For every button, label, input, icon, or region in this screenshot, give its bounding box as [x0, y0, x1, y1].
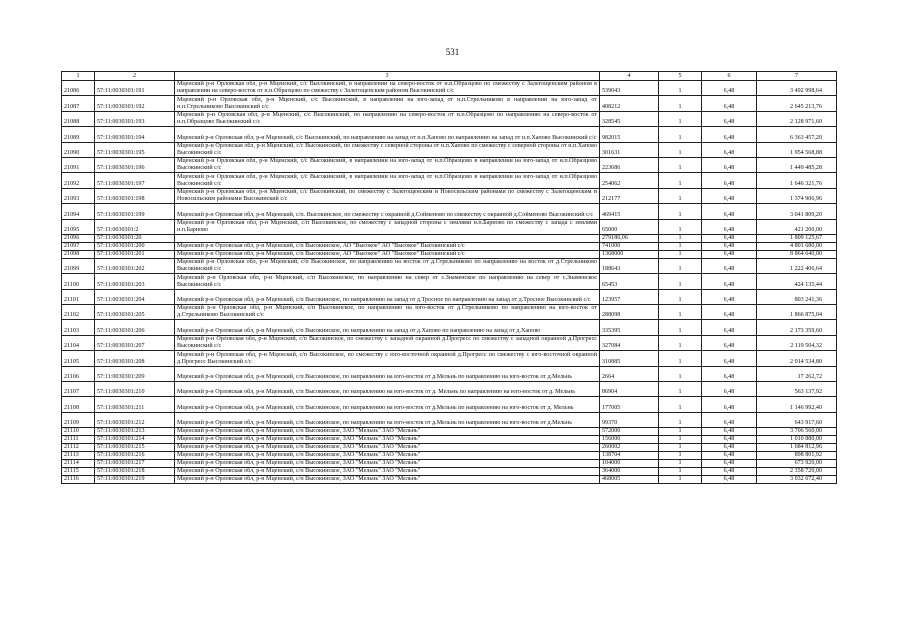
table-row	[62, 335, 837, 350]
rate-value: 6,48	[702, 436, 757, 444]
location-description	[175, 234, 600, 242]
row-number: 21113	[62, 452, 95, 460]
area-value: 254062	[600, 173, 659, 188]
rate-value: 6,48	[702, 81, 757, 96]
cadastral-number: 57:11:0030301:191	[95, 81, 175, 96]
table-row	[62, 157, 837, 172]
rate-value: 6,48	[702, 142, 757, 157]
row-number: 21106	[62, 366, 95, 381]
column-header: 3	[175, 72, 600, 81]
row-number: 21086	[62, 81, 95, 96]
quantity-value: 1	[659, 335, 702, 350]
row-number: 21110	[62, 428, 95, 436]
area-value: 188643	[600, 258, 659, 273]
area-value: 335395	[600, 320, 659, 335]
quantity-value: 1	[659, 258, 702, 273]
cost-value: 643 917,60	[757, 412, 837, 427]
location-description: Мценский р-н Орловская обл, р-н Мценский, с/п Высокинское, по направлению на восток от д.Стрельниково по направлению на восток от д.Стрельниково Высокинский с/с	[175, 258, 600, 273]
row-number: 21095	[62, 219, 95, 234]
table-row	[62, 188, 837, 203]
rate-value: 6,48	[702, 250, 757, 258]
quantity-value: 1	[659, 234, 702, 242]
row-number: 21099	[62, 258, 95, 273]
area-value: 104000	[600, 460, 659, 468]
quantity-value: 1	[659, 188, 702, 203]
cost-value: 1 684 812,96	[757, 444, 837, 452]
cost-value: 1 222 406,64	[757, 258, 837, 273]
location-description: Мценский р-н Орловская обл, р-н Мценский, с/п Высокинское, ЗАО "Мельнь" ЗАО "Мельнь"	[175, 428, 600, 436]
column-header: 1	[62, 72, 95, 81]
location-description: Мценский р-н Орловская обл, р-н Мценский, с/п Высокинское, по направлению на юго-восток от д.Мельнь по направлению на юго-восток от д.Мельнь	[175, 366, 600, 381]
cost-value: 2 128 971,60	[757, 111, 837, 126]
column-header: 6	[702, 72, 757, 81]
column-header: 7	[757, 72, 837, 81]
location-description: Мценский р-н Орловская обл, р-н Мценский, с/п Высокинское, ЗАО "Мельнь" ЗАО "Мельнь"	[175, 436, 600, 444]
row-number: 21111	[62, 436, 95, 444]
location-description: Мценский р-н Орловская обл, р-н Мценский, с/п Высокинское, по направлению на юго-восток от д.Стрельниково по направлению на юго-восток от д.Стрельниково Высокинский с/с	[175, 305, 600, 320]
area-value: 223686	[600, 157, 659, 172]
row-number: 21109	[62, 412, 95, 427]
row-number: 21104	[62, 335, 95, 350]
location-description: Мценский р-н Орловская обл, р-н Мценский, с/п Высокинское, по направлению на запад от д.Тросное по направлению на запад от д.Тросное Высокинский с/с	[175, 289, 600, 304]
cadastral-number: 57:11:0030301:208	[95, 351, 175, 366]
row-number: 21097	[62, 242, 95, 250]
location-description: Мценский р-н Орловская обл, р-н Мценский, с/п Высокинское, ЗАО "Мельнь" ЗАО "Мельнь"	[175, 468, 600, 476]
rate-value: 6,48	[702, 397, 757, 412]
area-value: 572000	[600, 428, 659, 436]
table-row	[62, 274, 837, 289]
table-row	[62, 412, 837, 427]
location-description: Мценский р-н Орловская обл, р-н Мценский, с/п Высокинское, по направлению на юго-восток от д. Мельнь по направлению на юго-восток от д. Мельнь	[175, 382, 600, 397]
area-value: 741000	[600, 242, 659, 250]
cadastral-number: 57:11:0030301:206	[95, 320, 175, 335]
cost-value: 421 200,00	[757, 219, 837, 234]
table-row	[62, 234, 837, 242]
row-number: 21090	[62, 142, 95, 157]
area-value: 86904	[600, 382, 659, 397]
cadastral-number: 57:11:0030301:215	[95, 444, 175, 452]
rate-value: 6,48	[702, 258, 757, 273]
location-description: Мценский р-н Орловская обл, р-н Мценский, с/с Высокинский, по направлению на северо-восток от н.п.Образцово по направлению на северо-восток от н.п.Образцово Высокинский с/с	[175, 111, 600, 126]
cost-value: 4 801 680,00	[757, 242, 837, 250]
area-value: 177005	[600, 397, 659, 412]
cost-value: 3 492 998,64	[757, 81, 837, 96]
rate-value: 6,48	[702, 382, 757, 397]
rate-value: 6,48	[702, 366, 757, 381]
location-description: Мценский р-н Орловская обл, р-н Мценский, с/с Высокинский, в направлении на юго-запад от н.п.Стрельниково в направлении на юго-запад от н.п.Стрельниково Высокинский с/с	[175, 96, 600, 111]
table-row	[62, 111, 837, 126]
table-row	[62, 452, 837, 460]
row-number: 21088	[62, 111, 95, 126]
cost-value: 2 358 720,00	[757, 468, 837, 476]
rate-value: 6,48	[702, 219, 757, 234]
cadastral-number: 57:11:0030301:198	[95, 188, 175, 203]
quantity-value: 1	[659, 444, 702, 452]
area-value: 288098	[600, 305, 659, 320]
cost-value: 673 920,00	[757, 460, 837, 468]
rate-value: 6,48	[702, 476, 757, 484]
location-description: Мценский р-н Орловская обл, р-н Мценский, с/п Высокинское, по направлению на запад от д.Хапово по направлению на запад от д.Хапово	[175, 320, 600, 335]
cost-value: 3 032 672,40	[757, 476, 837, 484]
rate-value: 6,48	[702, 157, 757, 172]
row-number: 21112	[62, 444, 95, 452]
area-value: 328545	[600, 111, 659, 126]
area-value: 539043	[600, 81, 659, 96]
rate-value: 6,48	[702, 335, 757, 350]
row-number: 21114	[62, 460, 95, 468]
location-description: Мценский р-н Орловская обл, р-н Мценский, с/п Высокинское, по смежеству с западной стороны с землями н.п.Барново по смежеству с запада с землями н.п.Барново	[175, 219, 600, 234]
table-row	[62, 81, 837, 96]
cadastral-number: 57:11:0030301:209	[95, 366, 175, 381]
area-value: 1368000	[600, 250, 659, 258]
cadastral-number: 57:11:0030301:212	[95, 412, 175, 427]
cadastral-number: 57:11:0030301:204	[95, 289, 175, 304]
table-row	[62, 320, 837, 335]
cadastral-number: 57:11:0030301:20	[95, 234, 175, 242]
row-number: 21101	[62, 289, 95, 304]
row-number: 21107	[62, 382, 95, 397]
cadastral-number: 57:11:0030301:216	[95, 452, 175, 460]
quantity-value: 1	[659, 142, 702, 157]
quantity-value: 1	[659, 366, 702, 381]
area-value: 138704	[600, 452, 659, 460]
quantity-value: 1	[659, 351, 702, 366]
table-row	[62, 219, 837, 234]
rate-value: 6,48	[702, 412, 757, 427]
quantity-value: 1	[659, 111, 702, 126]
cost-value: 6 363 457,20	[757, 127, 837, 142]
area-value: 982015	[600, 127, 659, 142]
rate-value: 6,48	[702, 289, 757, 304]
cost-value: 2 173 359,60	[757, 320, 837, 335]
location-description: Мценский р-н Орловская обл, р-н Мценский, с/п Высокинское, ЗАО "Мельнь" ЗАО "Мельнь"	[175, 476, 600, 484]
area-value: 156000	[600, 436, 659, 444]
table-row	[62, 242, 837, 250]
cadastral-number: 57:11:0030301:196	[95, 157, 175, 172]
location-description: Мценский р-н Орловская обл, р-н Мценский, с/п Высокинское, по направлению на север от с.Знаменское по направлению на север от с.Знаменское Высокинский с/с	[175, 274, 600, 289]
row-number: 21115	[62, 468, 95, 476]
location-description: Мценский р-н Орловская обл, р-н Мценский, с/п Высокинское, АО "Высокое" АО "Высокое" Высокинский с/с	[175, 242, 600, 250]
table-row	[62, 476, 837, 484]
quantity-value: 1	[659, 204, 702, 219]
location-description: Мценский р-н Орловская обл, р-н Мценский, с/с Высокинский, в направлении на юго-запад от н.п.Образцово в направлении на юго-запад от н.п.Образцово Высокинский с/с	[175, 173, 600, 188]
rate-value: 6,48	[702, 428, 757, 436]
quantity-value: 1	[659, 242, 702, 250]
area-value: 469415	[600, 204, 659, 219]
table-body	[62, 81, 837, 484]
area-value: 301631	[600, 142, 659, 157]
rate-value: 6,48	[702, 274, 757, 289]
cost-value: 1 146 992,40	[757, 397, 837, 412]
quantity-value: 1	[659, 173, 702, 188]
row-number: 21103	[62, 320, 95, 335]
cost-value: 1 809 125,67	[757, 234, 837, 242]
row-number: 21096	[62, 234, 95, 242]
cadastral-number: 57:11:0030301:202	[95, 258, 175, 273]
table-row	[62, 382, 837, 397]
location-description: Мценский р-н Орловская обл, р-н Мценский, с/с Высокинский, по смежеству с Залегощенским и Новосильским районами по смежеству с Залегощенским и Новосильским районами Высокинский с/с	[175, 188, 600, 203]
area-value: 212177	[600, 188, 659, 203]
table-row	[62, 468, 837, 476]
row-number: 21102	[62, 305, 95, 320]
cost-value: 424 135,44	[757, 274, 837, 289]
rate-value: 6,48	[702, 242, 757, 250]
area-value: 327084	[600, 335, 659, 350]
quantity-value: 1	[659, 274, 702, 289]
location-description: Мценский р-н Орловская обл, р-н Мценский, с/п. Высокинское, по смежеству с окраиной д.Сойменово по смежеству с окраиной д.Сойменово Высокинский с/с	[175, 204, 600, 219]
rate-value: 6,48	[702, 305, 757, 320]
cadastral-number: 57:11:0030301:193	[95, 111, 175, 126]
column-header: 2	[95, 72, 175, 81]
table-row	[62, 460, 837, 468]
quantity-value: 1	[659, 219, 702, 234]
table-row	[62, 96, 837, 111]
cadastral-number: 57:11:0030301:201	[95, 250, 175, 258]
location-description: Мценский р-н Орловская обл, р-н Мценский, с/п Высокинское, по смежеству с западной окраиной д.Прогресс по смежеству с западной окраиной д.Прогресс Высокинский с/с	[175, 335, 600, 350]
cadastral-number: 57:11:0030301:200	[95, 242, 175, 250]
cadastral-number: 57:11:0030301:192	[95, 96, 175, 111]
cost-value: 1 646 321,76	[757, 173, 837, 188]
cadastral-number: 57:11:0030301:203	[95, 274, 175, 289]
area-value: 279186,06	[600, 234, 659, 242]
row-number: 21098	[62, 250, 95, 258]
cost-value: 8 864 640,00	[757, 250, 837, 258]
location-description: Мценский р-н Орловская обл, р-н Мценский, с/с Высокинский, в направлении на юго-запад от н.п.Образцово в направлении на юго-запад от н.п.Образцово Высокинский с/с	[175, 157, 600, 172]
rate-value: 6,48	[702, 234, 757, 242]
location-description: Мценский р-н Орловская обл, р-н Мценский, с/п Высокинское, по направлению на юго-восток от д.Мельнь по направлению на юго-восток от д. Мельнь	[175, 397, 600, 412]
location-description: Мценский р-н Орловская обл, р-н Мценский, с/п Высокинское, ЗАО "Мельнь" ЗАО "Мельнь"	[175, 444, 600, 452]
location-description: Мценский р-н Орловская обл, р-н Мценский, с/п Высокинское, ЗАО "Мельнь" ЗАО "Мельнь"	[175, 452, 600, 460]
row-number: 21092	[62, 173, 95, 188]
area-value: 123957	[600, 289, 659, 304]
rate-value: 6,48	[702, 351, 757, 366]
cadastral-number: 57:11:0030301:217	[95, 460, 175, 468]
row-number: 21105	[62, 351, 95, 366]
cost-value: 803 241,36	[757, 289, 837, 304]
cadastral-number: 57:11:0030301:205	[95, 305, 175, 320]
location-description: Мценский р-н Орловская обл, р-н Мценский, с/п Высокинское, по смежеству с юго-восточной окраиной д.Прогресс по смежеству с юго-восточной окраиной д.Прогресс Высокинский с/с	[175, 351, 600, 366]
area-value: 2664	[600, 366, 659, 381]
area-value: 408212	[600, 96, 659, 111]
cadastral-number: 57:11:0030301:207	[95, 335, 175, 350]
quantity-value: 1	[659, 81, 702, 96]
cadastral-number: 57:11:0030301:197	[95, 173, 175, 188]
location-description: Мценский р-н Орловская обл, р-н Мценский, с/п Высокинское, ЗАО "Мельнь" ЗАО "Мельнь"	[175, 460, 600, 468]
quantity-value: 1	[659, 397, 702, 412]
cost-value: 1 954 568,88	[757, 142, 837, 157]
rate-value: 6,48	[702, 460, 757, 468]
cadastral-number: 57:11:0030301:210	[95, 382, 175, 397]
page-number: 531	[445, 47, 460, 57]
cost-value: 1 866 875,04	[757, 305, 837, 320]
area-value: 310885	[600, 351, 659, 366]
quantity-value: 1	[659, 127, 702, 142]
quantity-value: 1	[659, 289, 702, 304]
table-row	[62, 258, 837, 273]
quantity-value: 1	[659, 320, 702, 335]
rate-value: 6,48	[702, 204, 757, 219]
quantity-value: 1	[659, 436, 702, 444]
rate-value: 6,48	[702, 444, 757, 452]
cost-value: 2 119 504,32	[757, 335, 837, 350]
table-row	[62, 366, 837, 381]
row-number: 21089	[62, 127, 95, 142]
cadastral-number: 57:11:0030301:214	[95, 436, 175, 444]
location-description: Мценский р-н Орловская обл, р-н Мценский, с/с Высокинский, по направлению на запад от н.п.Хапово по направлению на запад от н.п.Хапово Высокинский с/с	[175, 127, 600, 142]
table-row	[62, 397, 837, 412]
cost-value: 2 645 213,76	[757, 96, 837, 111]
quantity-value: 1	[659, 452, 702, 460]
table-row	[62, 428, 837, 436]
cost-value: 1 010 880,00	[757, 436, 837, 444]
table-row	[62, 127, 837, 142]
table-header-row	[62, 72, 837, 81]
area-value: 65000	[600, 219, 659, 234]
quantity-value: 1	[659, 460, 702, 468]
quantity-value: 1	[659, 468, 702, 476]
location-description: Мценский р-н Орловская обл, р-н Мценский, с/п Высокинское, по направлению на юго-восток от д.Мельнь по направлению на юго-восток от д.Мельнь	[175, 412, 600, 427]
table-row	[62, 305, 837, 320]
cadastral-number: 57:11:0030301:2	[95, 219, 175, 234]
quantity-value: 1	[659, 305, 702, 320]
rate-value: 6,48	[702, 188, 757, 203]
table-row	[62, 444, 837, 452]
cadastral-number: 57:11:0030301:195	[95, 142, 175, 157]
row-number: 21094	[62, 204, 95, 219]
row-number: 21116	[62, 476, 95, 484]
table-row	[62, 173, 837, 188]
area-value: 65453	[600, 274, 659, 289]
area-value: 260002	[600, 444, 659, 452]
cadastral-number: 57:11:0030301:213	[95, 428, 175, 436]
cost-value: 3 041 809,20	[757, 204, 837, 219]
quantity-value: 1	[659, 96, 702, 111]
table-row	[62, 250, 837, 258]
area-value: 364000	[600, 468, 659, 476]
cost-value: 2 014 534,80	[757, 351, 837, 366]
quantity-value: 1	[659, 157, 702, 172]
row-number: 21108	[62, 397, 95, 412]
table-row	[62, 351, 837, 366]
cost-value: 1 374 906,96	[757, 188, 837, 203]
column-header: 4	[600, 72, 659, 81]
location-description: Мценский р-н Орловская обл, р-н Мценский, с/с Высокинский, в направлении на северо-восток от н.п.Образцово по смежеству с Залегощенским районом в направлении на северо-восток от н.п.Образцово по смежеству с Залегощенским районом Высокинский с/с	[175, 81, 600, 96]
cadastral-number: 57:11:0030301:211	[95, 397, 175, 412]
rate-value: 6,48	[702, 468, 757, 476]
cost-value: 563 137,92	[757, 382, 837, 397]
cadastral-number: 57:11:0030301:218	[95, 468, 175, 476]
rate-value: 6,48	[702, 127, 757, 142]
cadastral-number: 57:11:0030301:194	[95, 127, 175, 142]
rate-value: 6,48	[702, 452, 757, 460]
cost-value: 1 449 485,28	[757, 157, 837, 172]
cost-value: 17 262,72	[757, 366, 837, 381]
rate-value: 6,48	[702, 96, 757, 111]
location-description: Мценский р-н Орловская обл, р-н Мценский, с/с Высокинский, по смежеству с северной стороны от н.п.Хапово по смежеству с северной стороны от н.п.Хапово Высокинский с/с	[175, 142, 600, 157]
table-row	[62, 436, 837, 444]
row-number: 21087	[62, 96, 95, 111]
table-row	[62, 204, 837, 219]
rate-value: 6,48	[702, 173, 757, 188]
area-value: 468005	[600, 476, 659, 484]
quantity-value: 1	[659, 428, 702, 436]
land-registry-table	[61, 71, 837, 484]
cost-value: 3 706 560,00	[757, 428, 837, 436]
cost-value: 898 801,92	[757, 452, 837, 460]
area-value: 99370	[600, 412, 659, 427]
row-number: 21100	[62, 274, 95, 289]
table-row	[62, 289, 837, 304]
rate-value: 6,48	[702, 111, 757, 126]
row-number: 21091	[62, 157, 95, 172]
cadastral-number: 57:11:0030301:199	[95, 204, 175, 219]
column-header: 5	[659, 72, 702, 81]
quantity-value: 1	[659, 382, 702, 397]
quantity-value: 1	[659, 250, 702, 258]
quantity-value: 1	[659, 476, 702, 484]
row-number: 21093	[62, 188, 95, 203]
quantity-value: 1	[659, 412, 702, 427]
cadastral-number: 57:11:0030301:219	[95, 476, 175, 484]
rate-value: 6,48	[702, 320, 757, 335]
table-row	[62, 142, 837, 157]
location-description: Мценский р-н Орловская обл, р-н Мценский, с/п Высокинское, АО "Высокое" АО "Высокое" Высокинский с/с	[175, 250, 600, 258]
